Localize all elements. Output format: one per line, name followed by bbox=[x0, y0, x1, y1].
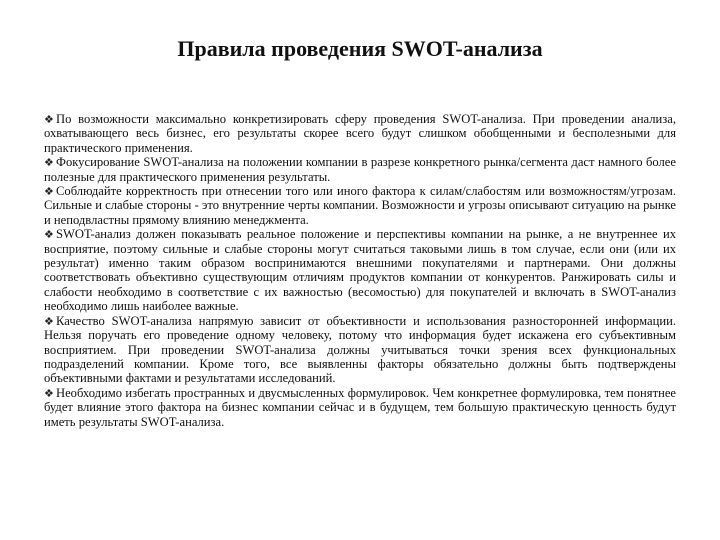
rule-text: SWOT-анализ должен показывать реальное положение и перспективы компании на рынке, а не внутреннее их восприятие, поэтому сильные и слабые стороны могут считаться таковыми лишь в том случае, если они (или их результат) именно таким образом воспринимаются внешними покупателями и партнерами. Они должны соответствовать объективно существующим отличиям продуктов компании от конкурентов. Ранжировать силы и слабости необходимо в соответствие с их важностью (весомостью) для покупателей и включать в SWOT-анализ необходимо лишь наиболее важные. bbox=[44, 227, 676, 314]
rule-text: Необходимо избегать пространных и двусмысленных формулировок. Чем конкретнее формулировка, тем понятнее будет влияние этого фактора на бизнес компании сейчас и в будущем, тем большую практическую ценность будут иметь результаты SWOT-анализа. bbox=[44, 385, 676, 429]
rule-text: Качество SWOT-анализа напрямую зависит от объективности и использования разносторонней информации. Нельзя поручать его проведение одному человеку, потому что информация будет искажена его субъективным восприятием. При проведении SWOT-анализа должны учитываться точки зрения всех функциональных подразделений компании. Кроме того, все выявленны факторы обязательно должны быть подтверждены объективными фактами и результатами исследований. bbox=[44, 313, 676, 386]
diamond-bullet-icon: ❖ bbox=[44, 186, 54, 199]
list-item bbox=[44, 112, 676, 155]
rule-text: Соблюдайте корректность при отнесении того или иного фактора к силам/слабостям или возможностям/угрозам. Сильные и слабые стороны - это внутренние черты компании. Возможности и угрозы описывают ситуацию на рынке и неподвластны прямому влиянию менеджмента. bbox=[44, 184, 676, 227]
list-item bbox=[44, 314, 676, 386]
diamond-bullet-icon: ❖ bbox=[44, 114, 54, 126]
diamond-bullet-icon: ❖ bbox=[44, 387, 54, 400]
list-item bbox=[44, 227, 676, 313]
diamond-bullet-icon: ❖ bbox=[44, 157, 54, 170]
rule-text: Фокусирование SWOT-анализа на положении компании в разрезе конкретного рынка/сегмента даст намного более полезные для практического применения результаты. bbox=[44, 155, 676, 184]
list-item bbox=[44, 184, 676, 227]
slide-title: Правила проведения SWOT-анализа bbox=[177, 36, 543, 61]
diamond-bullet-icon: ❖ bbox=[44, 315, 54, 328]
list-item bbox=[44, 386, 676, 429]
diamond-bullet-icon: ❖ bbox=[44, 229, 54, 242]
rule-text: По возможности максимально конкретизировать сферу проведения SWOT-анализа. При проведении анализа, охватывающего весь бизнес, его результаты скорее всего будут слишком обобщенными и бесполезными для практического применения. bbox=[44, 112, 676, 155]
rules-list bbox=[44, 112, 676, 429]
list-item bbox=[44, 155, 676, 184]
